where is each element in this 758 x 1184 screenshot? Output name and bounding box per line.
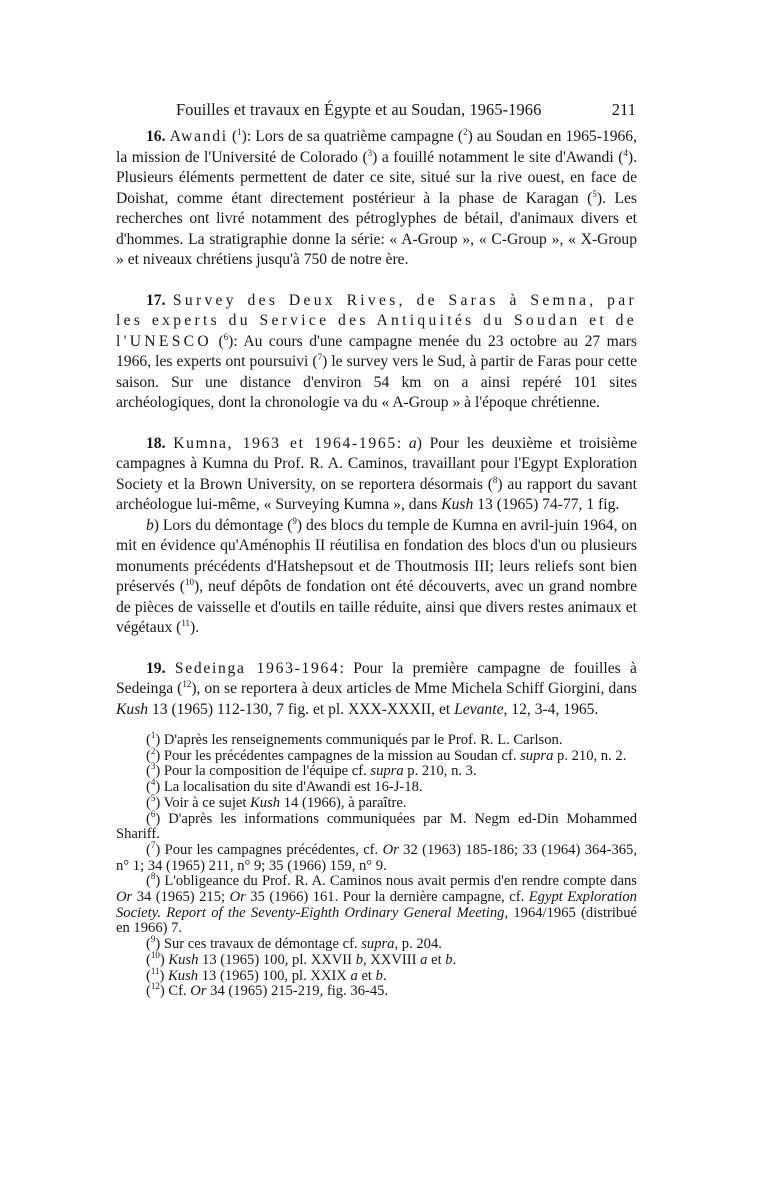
footnote-ref: 8: [492, 474, 498, 485]
text-run: ), neuf dépôts de fondation ont été découverts, avec un grand nombre de pièces de vaisselle et d'outils en taille réduite, ainsi que divers restes animaux et végétaux (: [116, 578, 637, 636]
italic-text: Kush: [116, 700, 149, 718]
text-run: .: [382, 967, 387, 984]
text-run: ) Pour la composition de l'équipe cf.: [155, 763, 371, 780]
text-run: : Pour la première campagne de fouilles à Sedeinga (: [116, 659, 637, 697]
italic-text: Kush: [441, 496, 474, 513]
text-run: ) D'après les informations communiquées par M. Negm ed-Din Mohammed Shariff.: [116, 810, 637, 843]
text-run: ) Cf.: [159, 983, 191, 1000]
text-run: 32 (1963) 185-186; 33 (1964) 364-365, n° 1; 34 (1965) 211, n° 9; 35 (1966) 159, n° 9.: [116, 841, 637, 874]
footnote-ref: 10: [150, 949, 160, 960]
text-run: p. 210, n. 2.: [553, 747, 627, 764]
italic-text: supra: [370, 763, 404, 780]
footnote-ref: 6: [223, 331, 229, 342]
text-run: (: [146, 841, 151, 858]
text-run: (: [146, 794, 151, 811]
text-run: (: [146, 779, 151, 796]
footnote-11: [116, 965, 637, 985]
text-run: ): Lors de sa quatrième campagne (: [241, 128, 464, 145]
italic-text: supra: [361, 936, 395, 953]
italic-text: a: [408, 434, 417, 452]
entry-number: 17.: [146, 291, 166, 309]
italic-text: Or: [229, 889, 246, 906]
footnote-ref: 6: [150, 808, 156, 819]
text-run: p. 210, n. 3.: [403, 763, 477, 780]
running-header: [176, 100, 636, 120]
footnote-12: [116, 981, 637, 1000]
text-run: et: [357, 967, 376, 984]
paragraph: [116, 291, 637, 414]
entry-18: [116, 434, 637, 639]
text-run: .: [452, 951, 457, 968]
footnote-ref: 10: [185, 576, 194, 587]
footnotes: [116, 730, 638, 1000]
footnote-7: [116, 840, 637, 874]
text-run: (: [146, 983, 151, 1000]
text-run: ) a fouillé notamment le site d'Awandi (: [372, 148, 624, 166]
footnote-ref: 4: [150, 777, 156, 788]
text-run: 13 (1965) 100, pl. XXIX: [198, 967, 351, 984]
italic-text: Or: [382, 841, 399, 858]
text-run: 13 (1965) 112-130, 7 fig. et pl. XXX-XXXII, et: [148, 700, 455, 718]
footnote-ref: 9: [150, 934, 156, 945]
footnote-ref: 3: [150, 761, 156, 772]
text-run: (: [146, 967, 151, 984]
text-run: ) Sur ces travaux de démontage cf.: [155, 936, 362, 953]
italic-text: a: [350, 967, 358, 984]
text-run: ) Lors du démontage (: [153, 516, 293, 534]
italic-text: b: [146, 516, 154, 534]
text-run: ) Pour les campagnes précédentes, cf.: [155, 841, 383, 858]
text-run: ). Plusieurs éléments permettent de dater ce site, situé sur la rive ouest, en face de Doishat, comme étant directement postérieur à la phase de Karagan (: [116, 148, 637, 207]
entry-place: Sedeinga 1963-1964: [174, 659, 340, 677]
text-run: 35 (1966) 161. Pour la dernière campagne, cf.: [245, 889, 529, 906]
text-run: ) La localisation du site d'Awandi est 16-J-18.: [155, 779, 423, 796]
text-run: (: [146, 732, 151, 748]
entry-place: Awandi: [169, 128, 228, 145]
italic-text: Levante: [454, 700, 504, 718]
italic-text: b: [375, 967, 383, 984]
text-run: (: [211, 332, 224, 350]
text-run: ) au rapport du savant archéologue lui-même, « Surveying Kumna », dans: [116, 475, 637, 513]
text-run: 34 (1965) 215-219, fig. 36-45.: [206, 983, 389, 1000]
italic-text: b: [445, 951, 453, 968]
italic-text: a: [420, 951, 428, 968]
footnote-ref: 2: [463, 126, 468, 137]
text-run: ) Pour les deuxième et troisième campagnes à Kumna du Prof. R. A. Caminos, travaillant pour l'Egypt Exploration Society et la Brown University, on se reportera désormais (: [116, 434, 637, 493]
footnote-ref: 2: [150, 745, 156, 756]
text-run: (: [227, 128, 238, 145]
footnote-1: [116, 730, 637, 749]
entry-number: 19.: [146, 659, 166, 677]
footnote-ref: 12: [182, 678, 192, 689]
text-run: ), on se reportera à deux articles de Mme Michela Schiff Giorgini, dans: [191, 680, 637, 697]
italic-text: Or: [190, 983, 207, 1000]
footnote-ref: 7: [150, 840, 156, 851]
italic-text: Kush: [168, 967, 199, 984]
text-run: (: [146, 936, 151, 953]
text-run: , 1964/1965 (distribué en 1966) 7.: [116, 904, 638, 937]
text-run: , 12, 3-4, 1965.: [503, 700, 599, 718]
entry-19: [116, 659, 637, 721]
paragraph: [116, 127, 637, 271]
entry-place: Survey des Deux Rives, de Saras à Semna, par les experts du Service des Antiquités du Soudan et de l'UNESCO: [116, 291, 637, 350]
footnote-ref: 11: [150, 965, 160, 976]
entry-number: 18.: [146, 434, 166, 452]
footnote-ref: 11: [181, 617, 191, 628]
italic-text: supra: [520, 747, 554, 764]
footnote-ref: 8: [150, 871, 156, 882]
text-run: ). Les recherches ont livré notamment des pétroglyphes de bétail, d'animaux divers et d'hommes. La stratigraphie donne la série: « A-Group », « C-Group », « X-Group » et niveaux chrétiens jusqu'à 750 de notre ère.: [116, 189, 637, 268]
text-run: ) L'obligeance du Prof. R. A. Caminos nous avait permis d'en rendre compte dans: [155, 873, 637, 890]
footnote-ref: 5: [150, 792, 156, 803]
entry-17: [116, 291, 637, 414]
text-run: ): [159, 951, 169, 968]
footnote-4: [116, 777, 637, 796]
footnote-ref: 1: [150, 730, 156, 741]
footnote-9: [116, 934, 637, 953]
text-run: ) au Soudan en 1965-1966, la mission de l'Université de Colorado (: [116, 128, 638, 166]
italic-text: b: [355, 951, 363, 968]
footnote-10: [116, 949, 637, 969]
paragraph: [116, 516, 637, 639]
text-run: ).: [190, 619, 200, 636]
text-run: , p. 204.: [394, 936, 442, 953]
text-run: 14 (1966), à paraître.: [280, 794, 407, 811]
footnote-5: [116, 792, 637, 812]
text-run: (: [146, 873, 151, 890]
text-run: (: [146, 951, 151, 968]
text-run: ) des blocs du temple de Kumna en avril-juin 1964, on mit en évidence qu'Aménophis II réutilisa en fondation des blocs d'un ou plusieurs monuments précédents d'Hatshepsout et de Thoutmosis III; leurs reliefs sont bien préservés (: [116, 516, 637, 595]
italic-text: Or: [116, 889, 133, 906]
text-run: (: [146, 763, 151, 780]
footnote-6: [116, 808, 637, 843]
text-run: :: [396, 434, 409, 452]
entry-16: [116, 127, 637, 271]
text-run: ): [159, 967, 169, 984]
text-run: 13 (1965) 74-77, 1 fig.: [473, 496, 620, 513]
text-run: (: [146, 810, 151, 827]
entry-number: 16.: [146, 128, 166, 145]
text-run: et: [427, 951, 446, 968]
footnote-ref: 4: [623, 147, 628, 158]
text-run: ) le survey vers le Sud, à partir de Faras pour cette saison. Sur une distance d'environ 54 km on a ainsi repéré 101 sites archéologiques, dont la chronologie va du « A-Group » à l'époque chrétienne.: [116, 353, 638, 411]
paragraph: [116, 659, 637, 721]
text-run: ): Au cours d'une campagne menée du 23 octobre au 27 mars 1966, les experts ont poursuivi (: [116, 332, 637, 370]
italic-text: Egypt Exploration Society. Report of the Seventy-Eighth Ordinary General Meeting: [116, 889, 637, 921]
text-run: (: [146, 747, 151, 764]
text-run: ) Voir à ce sujet: [155, 794, 251, 811]
running-title: Fouilles et travaux en Égypte et au Soudan, 1965-1966: [176, 100, 542, 119]
footnote-8: [116, 871, 638, 937]
italic-text: Kush: [168, 951, 199, 968]
text-run: ) D'après les renseignements communiqués par le Prof. R. L. Carlson.: [155, 732, 563, 748]
footnote-ref: 12: [150, 981, 160, 992]
footnote-ref: 1: [237, 126, 242, 137]
footnote-3: [116, 761, 637, 780]
page-number: 211: [611, 100, 636, 119]
footnote-ref: 7: [317, 351, 323, 362]
text-run: ) Pour les précédentes campagnes de la mission au Soudan cf.: [155, 747, 521, 764]
footnote-ref: 9: [292, 515, 297, 526]
footnote-ref: 5: [592, 188, 597, 199]
text-run: , XXVIII: [362, 951, 421, 968]
text-run: 13 (1965) 100, pl. XXVII: [198, 951, 356, 968]
footnote-ref: 3: [367, 147, 373, 158]
text-run: 34 (1965) 215;: [132, 889, 230, 906]
italic-text: Kush: [250, 794, 281, 811]
paragraph: [116, 434, 637, 516]
entry-place: Kumna, 1963 et 1964-1965: [173, 434, 397, 452]
main-text: [116, 127, 637, 720]
